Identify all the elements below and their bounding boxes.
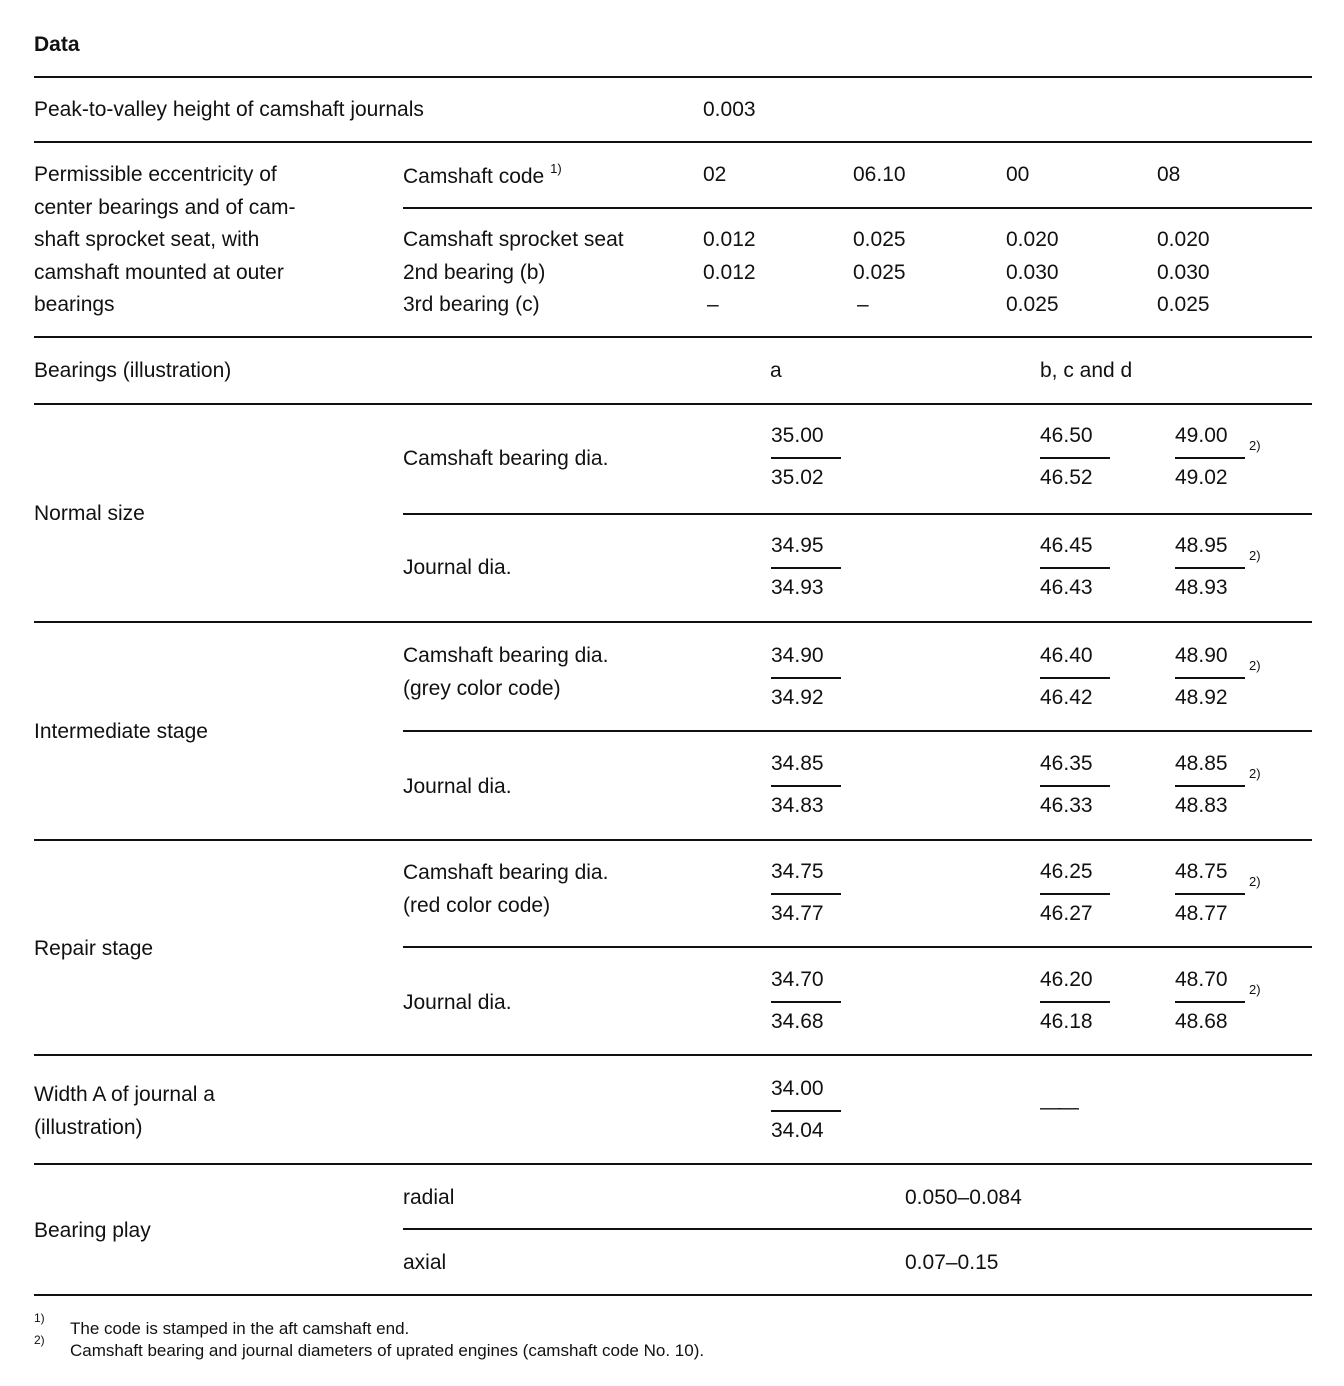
width-bcd-dash: ——	[1040, 1096, 1076, 1119]
width-label-sub: (illustration)	[34, 1116, 143, 1139]
section-title: Data	[34, 33, 80, 56]
fraction-upper: 48.90	[1175, 644, 1228, 667]
fraction-lower: 46.42	[1040, 686, 1093, 709]
fraction-bar	[771, 457, 841, 459]
fraction-bar	[1175, 457, 1245, 459]
eccentricity-label-line: Permissible eccentricity of	[34, 163, 277, 186]
footnote-mark: 2)	[34, 1333, 45, 1347]
eccentricity-value: 0.025	[1006, 293, 1059, 316]
normal-size-label: Normal size	[34, 502, 145, 525]
fraction-upper: 46.40	[1040, 644, 1093, 667]
rule	[403, 513, 1312, 515]
intermediate-stage-label: Intermediate stage	[34, 720, 208, 743]
footnote-mark: 1)	[34, 1311, 45, 1325]
color-code-label: (red color code)	[403, 894, 551, 917]
eccentricity-row-label: Camshaft sprocket seat	[403, 228, 624, 251]
fraction-bar	[1040, 677, 1110, 679]
eccentricity-label-line: shaft sprocket seat, with	[34, 228, 260, 251]
fraction-upper: 46.45	[1040, 534, 1093, 557]
eccentricity-label-line: bearings	[34, 293, 115, 316]
fraction-bar	[771, 567, 841, 569]
eccentricity-value: 0.012	[703, 228, 756, 251]
fraction-lower: 49.02	[1175, 466, 1228, 489]
fraction-upper: 34.85	[771, 752, 824, 775]
footnote-ref: 2)	[1249, 548, 1261, 563]
fraction-bar	[1040, 893, 1110, 895]
rule	[34, 839, 1312, 841]
fraction-bar	[1175, 1001, 1245, 1003]
fraction-bar	[1040, 567, 1110, 569]
fraction-lower: 46.27	[1040, 902, 1093, 925]
fraction-upper: 49.00	[1175, 424, 1228, 447]
fraction-bar	[771, 893, 841, 895]
camshaft-bearing-label: Camshaft bearing dia.	[403, 861, 609, 884]
peak-label: Peak-to-valley height of camshaft journals	[34, 98, 424, 121]
rule	[34, 336, 1312, 338]
fraction-lower: 46.18	[1040, 1010, 1093, 1033]
fraction-lower: 46.43	[1040, 576, 1093, 599]
footnote-ref: 1)	[550, 161, 562, 176]
rule	[403, 946, 1312, 948]
rule	[34, 141, 1312, 143]
repair-stage-label: Repair stage	[34, 937, 154, 960]
camshaft-code: 00	[1006, 163, 1030, 186]
eccentricity-value: 0.025	[853, 261, 906, 284]
journal-label: Journal dia.	[403, 991, 512, 1014]
eccentricity-value: –	[707, 293, 719, 316]
rule	[34, 1054, 1312, 1056]
eccentricity-value: 0.030	[1006, 261, 1059, 284]
fraction-lower: 34.92	[771, 686, 824, 709]
footnote-text: The code is stamped in the aft camshaft end.	[70, 1319, 410, 1338]
camshaft-code: 08	[1157, 163, 1181, 186]
fraction-upper: 46.35	[1040, 752, 1093, 775]
eccentricity-value: 0.012	[703, 261, 756, 284]
fraction-upper: 34.70	[771, 968, 824, 991]
bearings-col-a: a	[770, 359, 782, 382]
fraction-upper: 48.95	[1175, 534, 1228, 557]
rule	[34, 403, 1312, 405]
journal-label: Journal dia.	[403, 556, 512, 579]
fraction-bar	[1175, 677, 1245, 679]
axial-label: axial	[403, 1251, 447, 1274]
footnote-ref: 2)	[1249, 438, 1261, 453]
fraction-lower: 48.77	[1175, 902, 1228, 925]
eccentricity-row-label: 3rd bearing (c)	[403, 293, 540, 316]
fraction-bar	[771, 1001, 841, 1003]
radial-label: radial	[403, 1186, 455, 1209]
fraction-bar	[1175, 893, 1245, 895]
fraction-upper: 48.75	[1175, 860, 1228, 883]
color-code-label: (grey color code)	[403, 677, 561, 700]
fraction-upper: 48.85	[1175, 752, 1228, 775]
fraction-bar	[1175, 785, 1245, 787]
camshaft-bearing-label: Camshaft bearing dia.	[403, 447, 609, 470]
fraction-bar	[1040, 457, 1110, 459]
width-label: Width A of journal a	[34, 1083, 215, 1106]
fraction-upper: 34.75	[771, 860, 824, 883]
fraction-lower: 48.92	[1175, 686, 1228, 709]
eccentricity-value: 0.025	[853, 228, 906, 251]
camshaft-code-label	[403, 161, 562, 188]
fraction-upper: 46.20	[1040, 968, 1093, 991]
fraction-upper: 48.70	[1175, 968, 1228, 991]
axial-value: 0.07–0.15	[905, 1251, 999, 1274]
bearings-col-bcd: b, c and d	[1040, 359, 1133, 382]
eccentricity-label-line: camshaft mounted at outer	[34, 261, 284, 284]
radial-value: 0.050–0.084	[905, 1186, 1022, 1209]
peak-value: 0.003	[703, 98, 756, 121]
fraction-lower: 34.77	[771, 902, 824, 925]
eccentricity-value: –	[857, 293, 869, 316]
eccentricity-value: 0.030	[1157, 261, 1210, 284]
rule	[403, 1228, 1312, 1230]
rule	[34, 76, 1312, 78]
fraction-lower: 46.33	[1040, 794, 1093, 817]
fraction-bar	[771, 677, 841, 679]
rule	[34, 1294, 1312, 1296]
eccentricity-label-line: center bearings and of cam-	[34, 196, 296, 219]
fraction-lower: 46.52	[1040, 466, 1093, 489]
fraction-lower: 48.68	[1175, 1010, 1228, 1033]
footnote-text: Camshaft bearing and journal diameters of uprated engines (camshaft code No. 10).	[70, 1341, 705, 1360]
camshaft-code-text: Camshaft code	[403, 165, 545, 188]
fraction-bar	[771, 1110, 841, 1112]
fraction-upper: 34.95	[771, 534, 824, 557]
journal-label: Journal dia.	[403, 775, 512, 798]
fraction-upper: 46.50	[1040, 424, 1093, 447]
bearing-play-label: Bearing play	[34, 1219, 151, 1242]
fraction-upper: 35.00	[771, 424, 824, 447]
fraction-upper: 46.25	[1040, 860, 1093, 883]
rule	[403, 730, 1312, 732]
eccentricity-row-label: 2nd bearing (b)	[403, 261, 546, 284]
camshaft-code: 02	[703, 163, 727, 186]
fraction-lower: 34.93	[771, 576, 824, 599]
bearings-label: Bearings (illustration)	[34, 359, 232, 382]
fraction-bar	[1040, 1001, 1110, 1003]
fraction-lower: 48.93	[1175, 576, 1228, 599]
fraction-lower: 34.04	[771, 1119, 824, 1142]
footnote-ref: 2)	[1249, 982, 1261, 997]
fraction-upper: 34.90	[771, 644, 824, 667]
fraction-lower: 48.83	[1175, 794, 1228, 817]
footnote-ref: 2)	[1249, 766, 1261, 781]
rule	[403, 207, 1312, 209]
fraction-bar	[1040, 785, 1110, 787]
fraction-bar	[1175, 567, 1245, 569]
rule	[34, 1163, 1312, 1165]
fraction-lower: 35.02	[771, 466, 824, 489]
eccentricity-value: 0.020	[1157, 228, 1210, 251]
fraction-bar	[771, 785, 841, 787]
fraction-lower: 34.68	[771, 1010, 824, 1033]
rule	[34, 621, 1312, 623]
camshaft-code: 06.10	[853, 163, 906, 186]
eccentricity-value: 0.025	[1157, 293, 1210, 316]
fraction-lower: 34.83	[771, 794, 824, 817]
eccentricity-value: 0.020	[1006, 228, 1059, 251]
fraction-upper: 34.00	[771, 1077, 824, 1100]
camshaft-bearing-label: Camshaft bearing dia.	[403, 644, 609, 667]
footnote-ref: 2)	[1249, 874, 1261, 889]
footnote-ref: 2)	[1249, 658, 1261, 673]
